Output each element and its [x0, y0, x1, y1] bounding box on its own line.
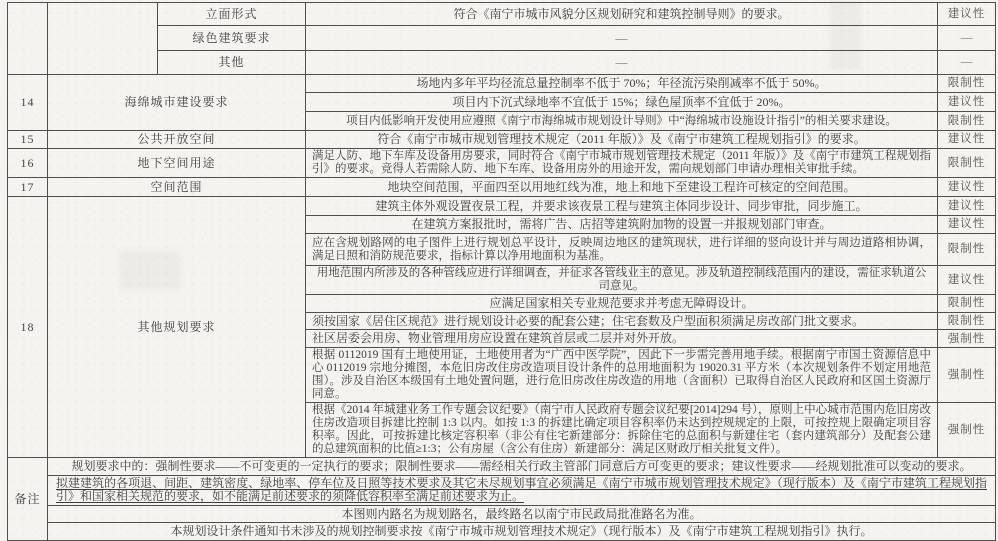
requirement-text: 场地内多年平均径流总量控制率不低于 70%；年径流污染削减率不低于 50%。: [306, 75, 938, 93]
subitem-label: 立面形式: [158, 3, 306, 26]
category-label: 地下空间用途: [48, 149, 306, 178]
category-label: 其他规划要求: [48, 197, 306, 458]
category-label: 空间范围: [48, 178, 306, 197]
requirement-text: 建筑主体外观设置夜景工程，并要求该夜景工程与建筑主体同步设计、同步审批，同步施工。: [306, 197, 938, 216]
requirement-text: 符合《南宁市城市风貌分区规划研究和建筑控制导则》的要求。: [306, 3, 938, 26]
table-row: [8, 457, 996, 475]
table-row: [8, 178, 996, 197]
requirement-text: 项目内低影响开发使用应遵照《南宁市海绵城市规划设计导则》中“海绵城市设施设计指引”的相关要求建设。: [306, 112, 938, 131]
classification-badge: 限制性: [938, 312, 996, 330]
requirement-text: 项目内下沉式绿地率不宜低于 15%；绿色屋顶率不宜低于 20%。: [306, 93, 938, 112]
requirement-text: 地块空间范围，平面四至以用地红线为准，地上和地下至建设工程许可核定的空间范围。: [306, 178, 938, 197]
row-number: 16: [8, 149, 48, 178]
requirement-text: 应满足国家相关专业规范要求并考虑无障碍设计。: [306, 295, 938, 313]
classification-badge: 建议性: [938, 178, 996, 197]
classification-badge: 建议性: [938, 93, 996, 112]
classification-badge: —: [938, 51, 996, 75]
row-number: 14: [8, 75, 48, 131]
subitem-label: 绿色建筑要求: [158, 26, 306, 51]
table-row: [8, 475, 996, 505]
table-row: [8, 505, 996, 523]
note-text: 本规划设计条件通知书未涉及的规划控制要求按《南宁市城市规划管理技术规定》（现行版本）及《南宁市建筑工程规划指引》执行。: [48, 523, 996, 541]
note-text: 拟建建筑的各项退、间距、建筑密度、绿地率、停车位及日照等技术要求及其它未尽规划事宜必须满足《南宁市城市规划管理技术规定》（现行版本）及《南宁市建筑工程规划指引》和国家相关规范的要求，如不能满足前述要求的须降低容积率至满足前述要求为止。: [48, 475, 996, 505]
requirement-text: 符合《南宁市城市规划管理技术规定（2011 年版）》及《南宁市建筑工程规划指引》的要求。: [306, 131, 938, 149]
classification-badge: 强制性: [938, 402, 996, 457]
requirement-text: 根据 0112019 国有土地使用证，土地使用者为“广西中医学院”，因此下一步需完善用地手续。根据南宁市国土资源信息中心 0112019 宗地分摊图，本危旧房改住房改造项目设计条件的总用地面积为 19020.31 平方米（本次规划条件不划定用地范围）。涉及自治区本级国有土地处置问题，进行危旧房改住房改造的用地（含面积）已取得自治区人民政府和区国土资源厅同意。: [306, 347, 938, 402]
requirement-text: 根据《2014 年城建业务工作专题会议纪要》（南宁市人民政府专题会议纪要[2014]294 号），原则上中心城市范围内危旧房改住房改造项目拆建比控制 1:3 以内。如按 1:3 的拆建比确定项目容积率仍未达到控规规定的上限，可按控规上限确定项目容积率。因此，可按拆建比核定容积率（非公有住宅新建部分：拆除住宅的总面积与新建住宅（套内建筑部分）及配套公建的总建筑面积的比值≥1:3；公有房屋（含公有住房）新建部分：满足区财政厅相关批复文件）。: [306, 402, 938, 457]
requirement-text: 用地范围内所涉及的各种管线应进行详细调查，并征求各管线业主的意见。涉及轨道控制线范围内的建设，需征求轨道公司意见。: [306, 266, 938, 295]
row-number: 17: [8, 178, 48, 197]
category-label: 海绵城市建设要求: [48, 75, 306, 131]
classification-badge: 限制性: [938, 295, 996, 313]
table-row: [8, 131, 996, 149]
row-number: 15: [8, 131, 48, 149]
table-row: [8, 3, 996, 26]
row-number-cell-empty: [8, 3, 48, 75]
classification-badge: —: [938, 26, 996, 51]
classification-badge: 限制性: [938, 149, 996, 178]
classification-badge: 建议性: [938, 266, 996, 295]
classification-badge: 建议性: [938, 131, 996, 149]
requirement-text: —: [306, 26, 938, 51]
classification-badge: 强制性: [938, 330, 996, 348]
table-row: [8, 523, 996, 541]
requirement-text: 在建筑方案报批时，需将广告、店招等建筑附加物的设置一并报规划部门审查。: [306, 216, 938, 234]
planning-conditions-table: [7, 2, 996, 541]
note-text: 规划要求中的：强制性要求——不可变更的一定执行的要求；限制性要求——需经相关行政主管部门同意后方可变更的要求；建议性要求——经规划批准可以变动的要求。: [48, 457, 996, 475]
classification-badge: 建议性: [938, 216, 996, 234]
classification-badge: 强制性: [938, 347, 996, 402]
table-row: [8, 75, 996, 93]
requirement-text: —: [306, 51, 938, 75]
classification-badge: 限制性: [938, 234, 996, 266]
note-text: 本图则内路名为规划路名，最终路名以南宁市民政局批准路名为准。: [48, 505, 996, 523]
classification-badge: 建议性: [938, 197, 996, 216]
category-label: 公共开放空间: [48, 131, 306, 149]
notes-label: 备注: [8, 457, 48, 540]
requirement-text: 应在含规划路网的电子图件上进行规划总平设计，反映周边地区的建筑现状，进行详细的竖向设计并与周边道路相协调，满足日照和消防规范要求，指标计算以净用地面积为基准。: [306, 234, 938, 266]
requirement-text: 满足人防、地下车库及设备用房要求，同时符合《南宁市城市规划管理技术规定（2011 年版）》及《南宁市建筑工程规划指引》的要求。竞得人若需除人防、地下车库、设备用房外的用途开发，需向规划部门申请办理相关审批手续。: [306, 149, 938, 178]
classification-badge: 限制性: [938, 75, 996, 93]
category-cell-empty: [48, 3, 158, 75]
subitem-label: 其他: [158, 51, 306, 75]
table-row: [8, 197, 996, 216]
requirement-text: 须按国家《居住区规范》进行规划设计必要的配套公建；住宅套数及户型面积须满足房改部门批文要求。: [306, 312, 938, 330]
requirement-text: 社区居委会用房、物业管理用房应设置在建筑首层或二层并对外开放。: [306, 330, 938, 348]
classification-badge: 限制性: [938, 112, 996, 131]
row-number: 18: [8, 197, 48, 458]
table-row: [8, 149, 996, 178]
classification-badge: 建议性: [938, 3, 996, 26]
